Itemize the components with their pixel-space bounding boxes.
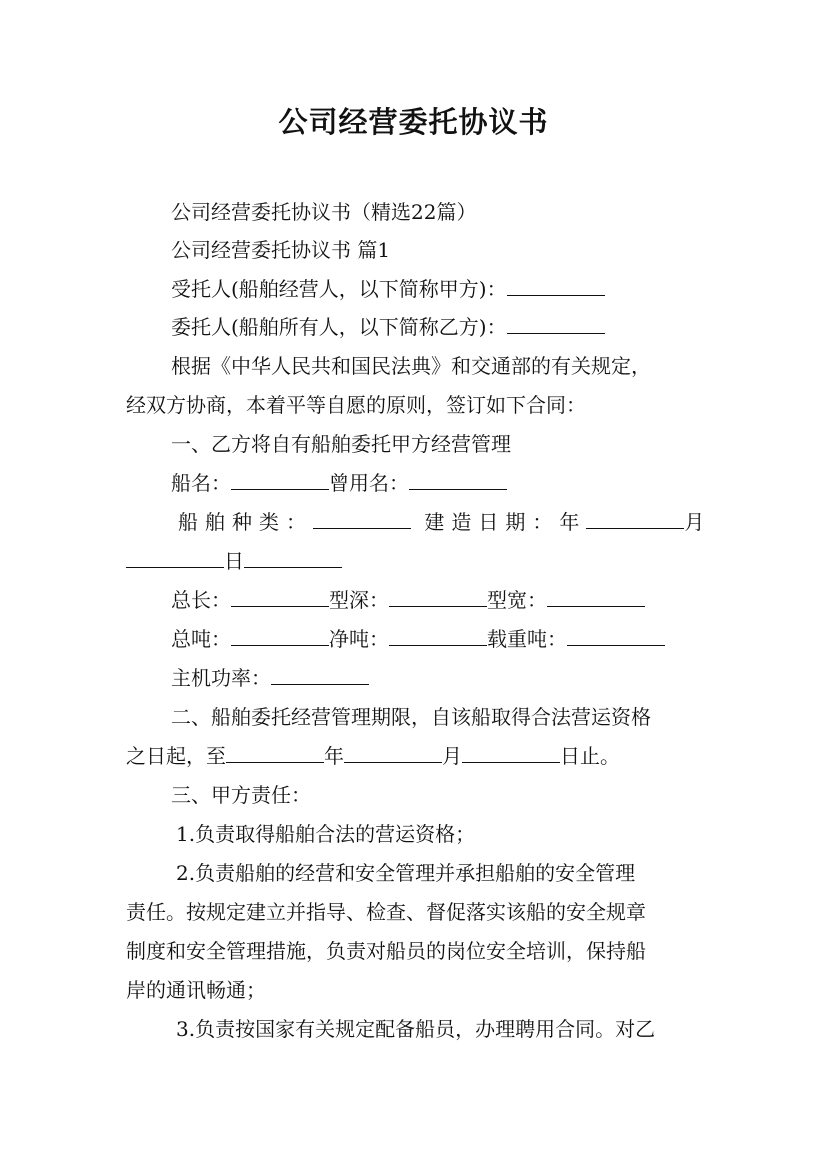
paragraph-line: 岸的通讯畅通； (126, 978, 266, 1002)
build-date-label: 建造日期：年 (424, 510, 587, 534)
gross-ton-blank (231, 627, 329, 646)
build-month-blank (126, 549, 224, 568)
paragraph-line: 责任。按规定建立并指导、检查、督促落实该船的安全规章 (126, 900, 646, 924)
gross-ton-label: 总吨： (171, 627, 231, 651)
former-name-blank (409, 471, 507, 490)
day-label: 日 (224, 549, 244, 573)
breadth-label: 型宽： (487, 588, 547, 612)
term-month-blank (344, 744, 442, 763)
ship-type-line (178, 510, 711, 534)
build-year-blank (586, 510, 684, 529)
former-name-label: 曾用名： (329, 471, 409, 495)
build-date-cont-line (126, 549, 342, 573)
deadweight-blank (567, 627, 665, 646)
duty-item-3: 3.负责按国家有关规定配备船员，办理聘用合同。对乙 (176, 1017, 656, 1041)
month-label: 月 (684, 510, 712, 534)
ship-name-blank (231, 471, 329, 490)
term-month-label: 月 (442, 744, 462, 768)
document-title: 公司经营委托协议书 (278, 105, 549, 139)
term-line (126, 744, 620, 768)
clause-heading-3: 三、甲方责任： (171, 783, 311, 807)
depth-label: 型深： (329, 588, 389, 612)
paragraph-line: 制度和安全管理措施，负责对船员的岗位安全培训，保持船 (126, 939, 646, 963)
trustor-line (171, 315, 605, 339)
tonnage-line (171, 627, 665, 651)
length-blank (231, 588, 329, 607)
dimensions-line (171, 588, 645, 612)
clause-heading-1: 一、乙方将自有船舶委托甲方经营管理 (171, 432, 511, 456)
paragraph-line: 根据《中华人民共和国民法典》和交通部的有关规定， (171, 354, 651, 378)
ship-type-blank (313, 510, 411, 529)
term-end-label: 日止。 (560, 744, 620, 768)
section-heading: 公司经营委托协议书 篇1 (171, 238, 391, 262)
term-year-label: 年 (324, 744, 344, 768)
breadth-blank (547, 588, 645, 607)
deadweight-label: 载重吨： (487, 627, 567, 651)
term-start-label: 之日起，至 (126, 744, 226, 768)
trustor-label: 委托人(船舶所有人，以下简称乙方)： (171, 315, 507, 339)
net-ton-label: 净吨： (329, 627, 389, 651)
trustor-blank (507, 315, 605, 334)
trustee-blank (507, 277, 605, 296)
ship-name-line (171, 471, 507, 495)
length-label: 总长： (171, 588, 231, 612)
term-day-blank (462, 744, 560, 763)
paragraph-line: 经双方协商，本着平等自愿的原则，签订如下合同： (126, 393, 586, 417)
ship-name-label: 船名： (171, 471, 231, 495)
engine-power-line (171, 666, 369, 690)
trustee-label: 受托人(船舶经营人，以下简称甲方)： (171, 277, 507, 301)
duty-item-2: 2.负责船舶的经营和安全管理并承担船舶的安全管理 (176, 861, 636, 885)
engine-power-label: 主机功率： (171, 666, 271, 690)
net-ton-blank (389, 627, 487, 646)
build-day-blank (244, 549, 342, 568)
term-year-blank (226, 744, 324, 763)
engine-power-blank (271, 666, 369, 685)
duty-item-1: 1.负责取得船舶合法的营运资格； (176, 822, 476, 846)
depth-blank (389, 588, 487, 607)
trustee-line (171, 277, 605, 301)
clause-heading-2: 二、船舶委托经营管理期限，自该船取得合法营运资格 (171, 705, 651, 729)
subtitle-line: 公司经营委托协议书（精选22篇） (171, 200, 477, 224)
ship-type-label: 船舶种类： (178, 510, 313, 534)
